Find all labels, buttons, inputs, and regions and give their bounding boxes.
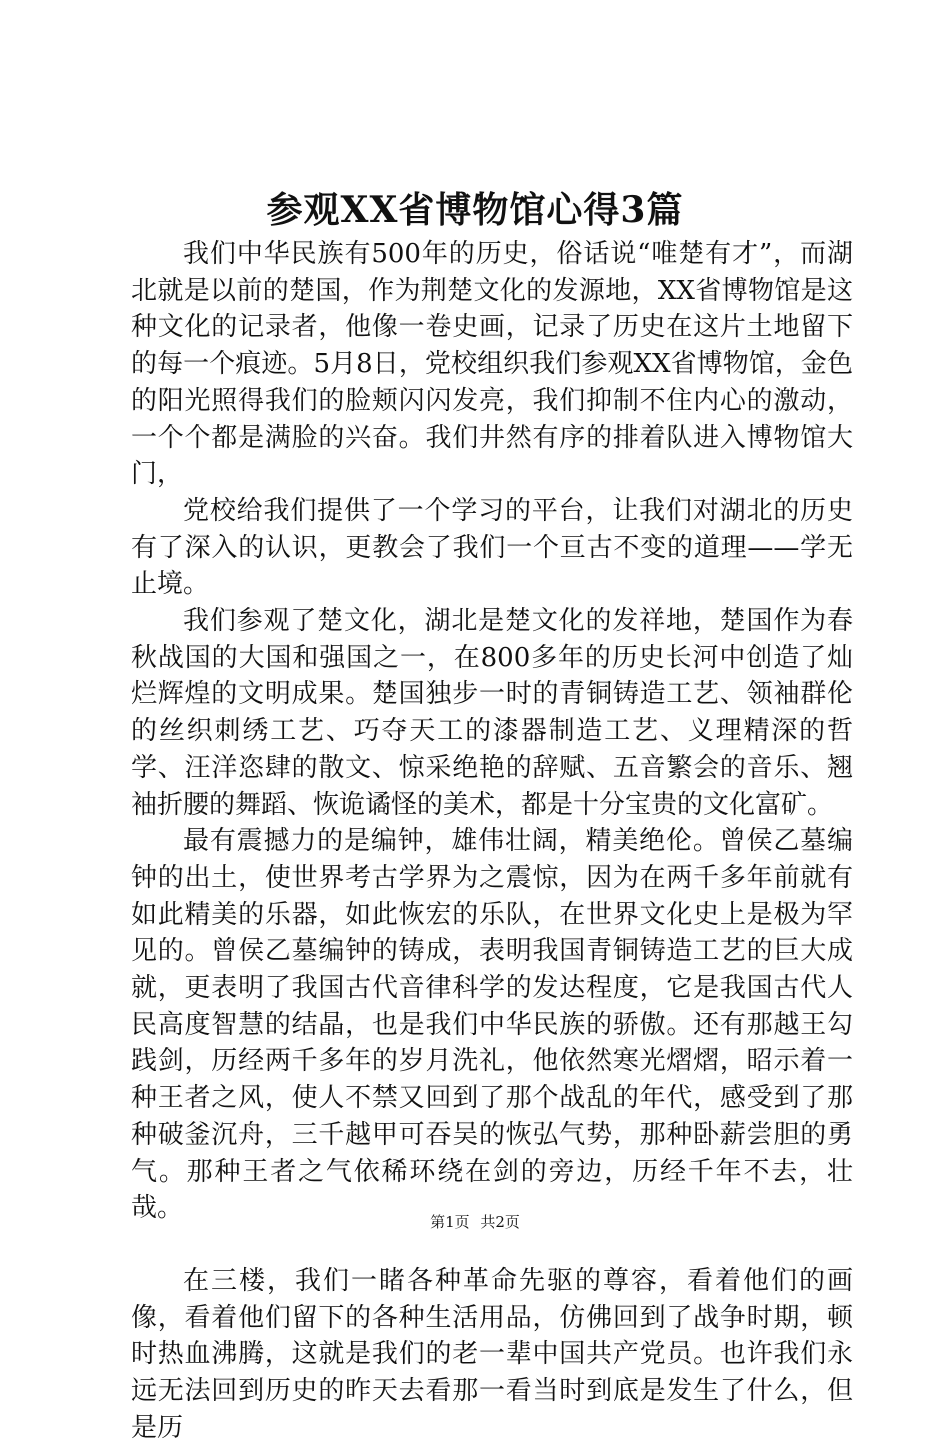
document-title: 参观XX省博物馆心得3篇 <box>266 189 684 231</box>
page-number: 第1页 <box>430 1213 470 1231</box>
paragraph-intro: 我们中华民族有500年的历史，俗话说“唯楚有才”，而湖北就是以前的楚国，作为荆楚文化的发源地，XX省博物馆是这种文化的记录者，他像一卷史画，记录了历史在这片土地留下的每一个痕迹。5月8日，党校组织我们参观XX省博物馆，金色的阳光照得我们的脸颊闪闪发亮，我们抑制不住内心的激动，一个个都是满脸的兴奋。我们井然有序的排着队进入博物馆大门， <box>131 239 853 490</box>
page-footer <box>0 1212 950 1232</box>
paragraph-party-school: 党校给我们提供了一个学习的平台，让我们对湖北的历史有了深入的认识，更教会了我们一个亘古不变的道理——学无止境。 <box>131 495 853 600</box>
document-body <box>131 236 853 1447</box>
page-total: 共2页 <box>480 1213 520 1231</box>
paragraph-third-floor: 在三楼，我们一睹各种革命先驱的尊容，看着他们的画像，看着他们留下的各种生活用品，仿佛回到了战争时期，顿时热血沸腾，这就是我们的老一辈中国共产党员。也许我们永远无法回到历史的昨天去看那一看当时到底是发生了什么，但是历 <box>131 1265 853 1443</box>
paragraph-chime-bells: 最有震撼力的是编钟，雄伟壮阔，精美绝伦。曾侯乙墓编钟的出土，使世界考古学界为之震惊，因为在两千多年前就有如此精美的乐器，如此恢宏的乐队，在世界文化史上是极为罕见的。曾侯乙墓编钟的铸成，表明我国青铜铸造工艺的巨大成就，更表明了我国古代音律科学的发达程度，它是我国古代人民高度智慧的结晶，也是我们中华民族的骄傲。还有那越王勾践剑，历经两千多年的岁月洗礼，他依然寒光熠熠，昭示着一种王者之风，使人不禁又回到了那个战乱的年代，感受到了那种破釜沉舟，三千越甲可吞吴的恢弘气势，那种卧薪尝胆的勇气。那种王者之气依稀环绕在剑的旁边，历经千年不去，壮哉。 <box>131 826 853 1224</box>
paragraph-chu-culture: 我们参观了楚文化，湖北是楚文化的发祥地，楚国作为春秋战国的大国和强国之一，在800多年的历史长河中创造了灿烂辉煌的文明成果。楚国独步一时的青铜铸造工艺、领袖群伦的丝织刺绣工艺、巧夺天工的漆器制造工艺、义理精深的哲学、汪洋恣肆的散文、惊采绝艳的辞赋、五音繁会的音乐、翘袖折腰的舞蹈、恢诡谲怪的美术，都是十分宝贵的文化富矿。 <box>131 606 853 820</box>
